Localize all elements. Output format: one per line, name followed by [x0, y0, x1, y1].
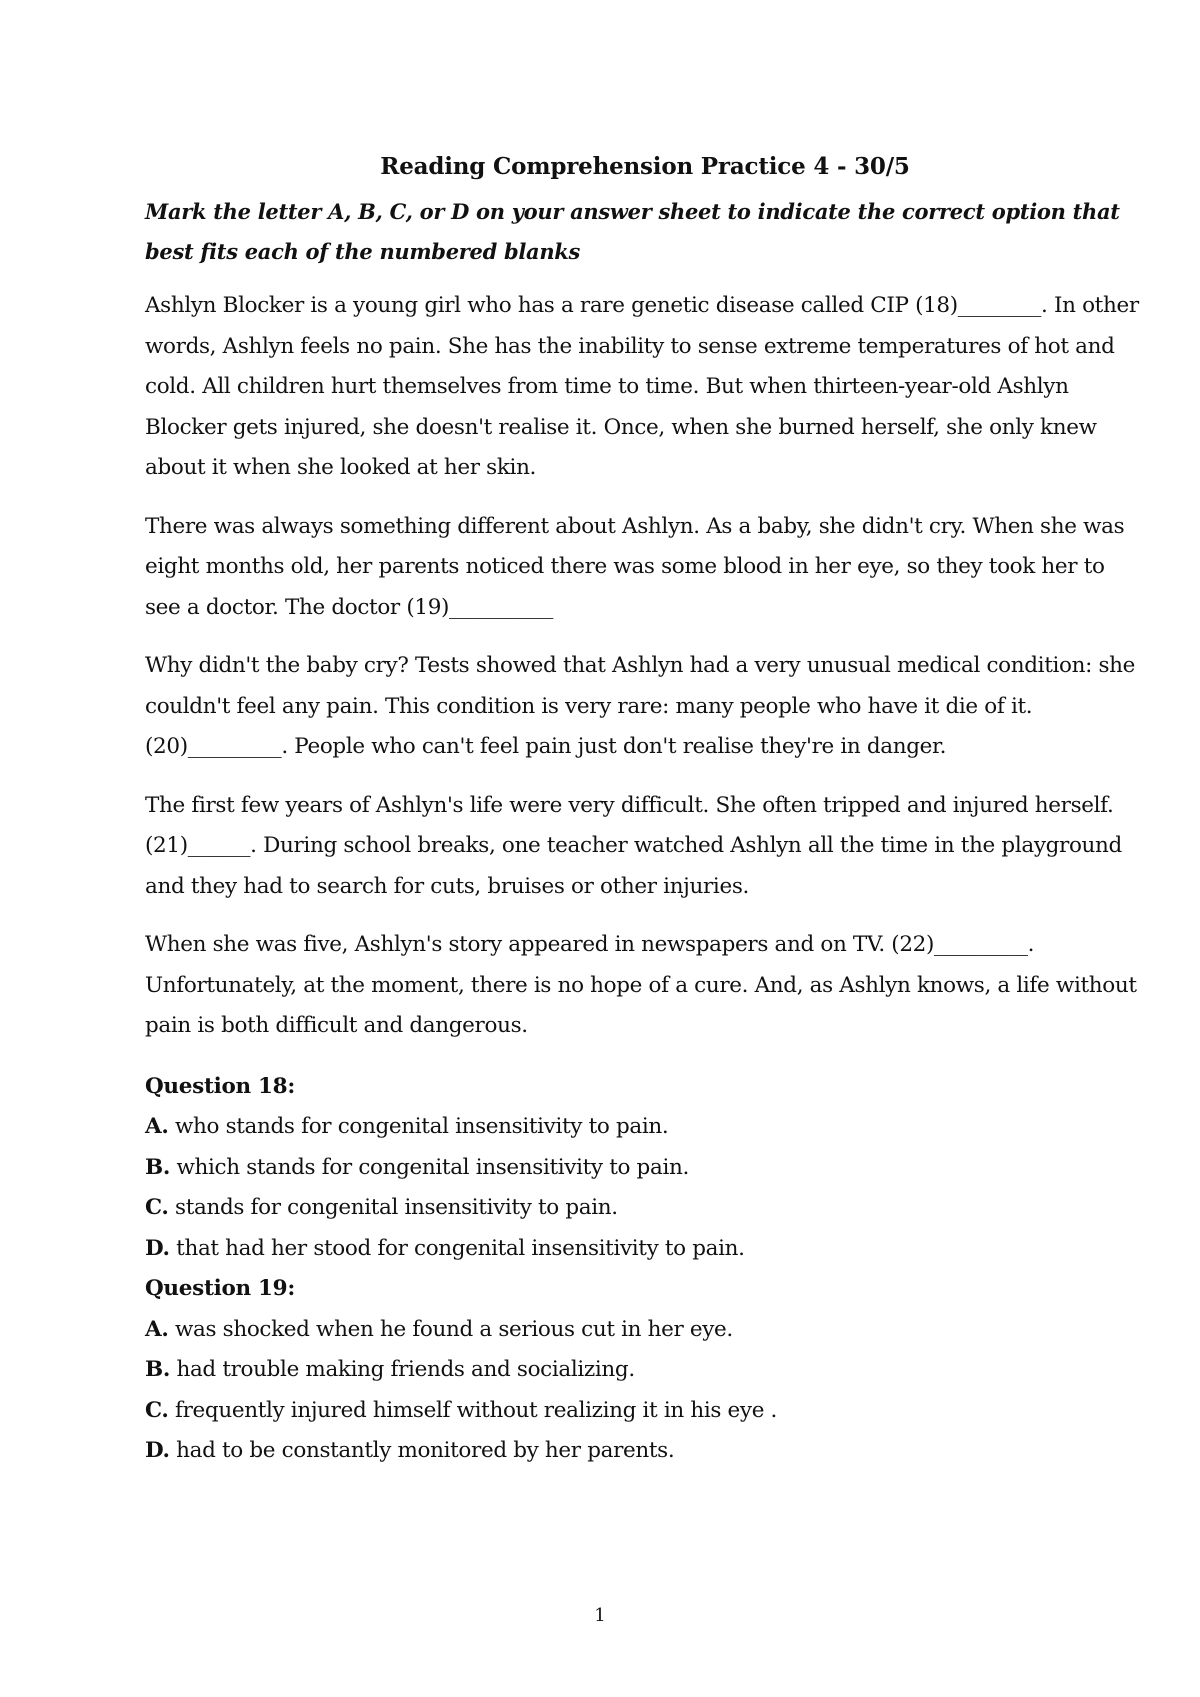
option-text: stands for congenital insensitivity to pain.	[168, 1195, 618, 1220]
instruction-text: Mark the letter A, B, C, or D on your answer sheet to indicate the correct option that best fits each of the numbered blanks	[145, 199, 1120, 264]
option-b	[145, 1148, 1145, 1189]
option-letter: B.	[145, 1357, 170, 1382]
option-c	[145, 1391, 1145, 1432]
passage-paragraph-4: The first few years of Ashlyn's life were very difficult. She often tripped and injured herself. (21)______. During school breaks, one teacher watched Ashlyn all the time in the playground and they had to search for cuts, bruises or other injuries.	[145, 792, 1122, 899]
question-list	[145, 1067, 1145, 1472]
document-body	[145, 152, 1145, 1472]
passage-paragraph-2: There was always something different about Ashlyn. As a baby, she didn't cry. When she was eight months old, her parents noticed there was some blood in her eye, so they took her to see a doctor. The doctor (19)__________	[145, 513, 1125, 620]
option-c	[145, 1188, 1145, 1229]
page-number: 1	[594, 1605, 606, 1626]
option-a	[145, 1107, 1145, 1148]
option-letter: B.	[145, 1154, 170, 1180]
question-18	[145, 1067, 1145, 1270]
document-title: Reading Comprehension Practice 4 - 30/5	[380, 153, 910, 180]
option-letter: C.	[145, 1397, 169, 1423]
option-letter: D.	[145, 1438, 170, 1463]
question-19	[145, 1269, 1145, 1472]
option-d	[145, 1431, 1145, 1472]
option-letter: D.	[145, 1235, 170, 1261]
option-text: frequently injured himself without realizing it in his eye .	[168, 1397, 778, 1423]
option-a	[145, 1310, 1145, 1351]
option-text: had to be constantly monitored by her parents.	[169, 1438, 675, 1463]
passage-paragraph-3: Why didn't the baby cry? Tests showed that Ashlyn had a very unusual medical condition: she couldn't feel any pain. This condition is very rare: many people who have it die of it. (20)_________. People who can't feel pain just don't realise they're in danger.	[145, 653, 1136, 759]
option-d	[145, 1229, 1145, 1270]
question-heading: Question 18:	[145, 1073, 295, 1099]
option-text: was shocked when he found a serious cut in her eye.	[168, 1316, 733, 1342]
option-text: that had her stood for congenital insensitivity to pain.	[169, 1235, 745, 1261]
passage-paragraph-5: When she was five, Ashlyn's story appeared in newspapers and on TV. (22)_________. Unfortunately, at the moment, there is no hope of a cure. And, as Ashlyn knows, a life without pain is both difficult and dangerous.	[145, 932, 1137, 1038]
option-letter: C.	[145, 1195, 169, 1220]
option-b	[145, 1350, 1145, 1391]
option-text: who stands for congenital insensitivity to pain.	[168, 1114, 669, 1139]
option-text: had trouble making friends and socializing.	[169, 1357, 635, 1382]
question-heading: Question 19:	[145, 1276, 295, 1301]
option-text: which stands for congenital insensitivity to pain.	[169, 1154, 689, 1180]
option-letter: A.	[145, 1114, 169, 1139]
passage-paragraph-1: Ashlyn Blocker is a young girl who has a rare genetic disease called CIP (18)________. In other words, Ashlyn feels no pain. She has the inability to sense extreme temperatures of hot and cold. All children hurt themselves from time to time. But when thirteen-year-old Ashlyn Blocker gets injured, she doesn't realise it. Once, when she burned herself, she only knew about it when she looked at her skin.	[145, 293, 1139, 480]
option-letter: A.	[145, 1316, 169, 1342]
